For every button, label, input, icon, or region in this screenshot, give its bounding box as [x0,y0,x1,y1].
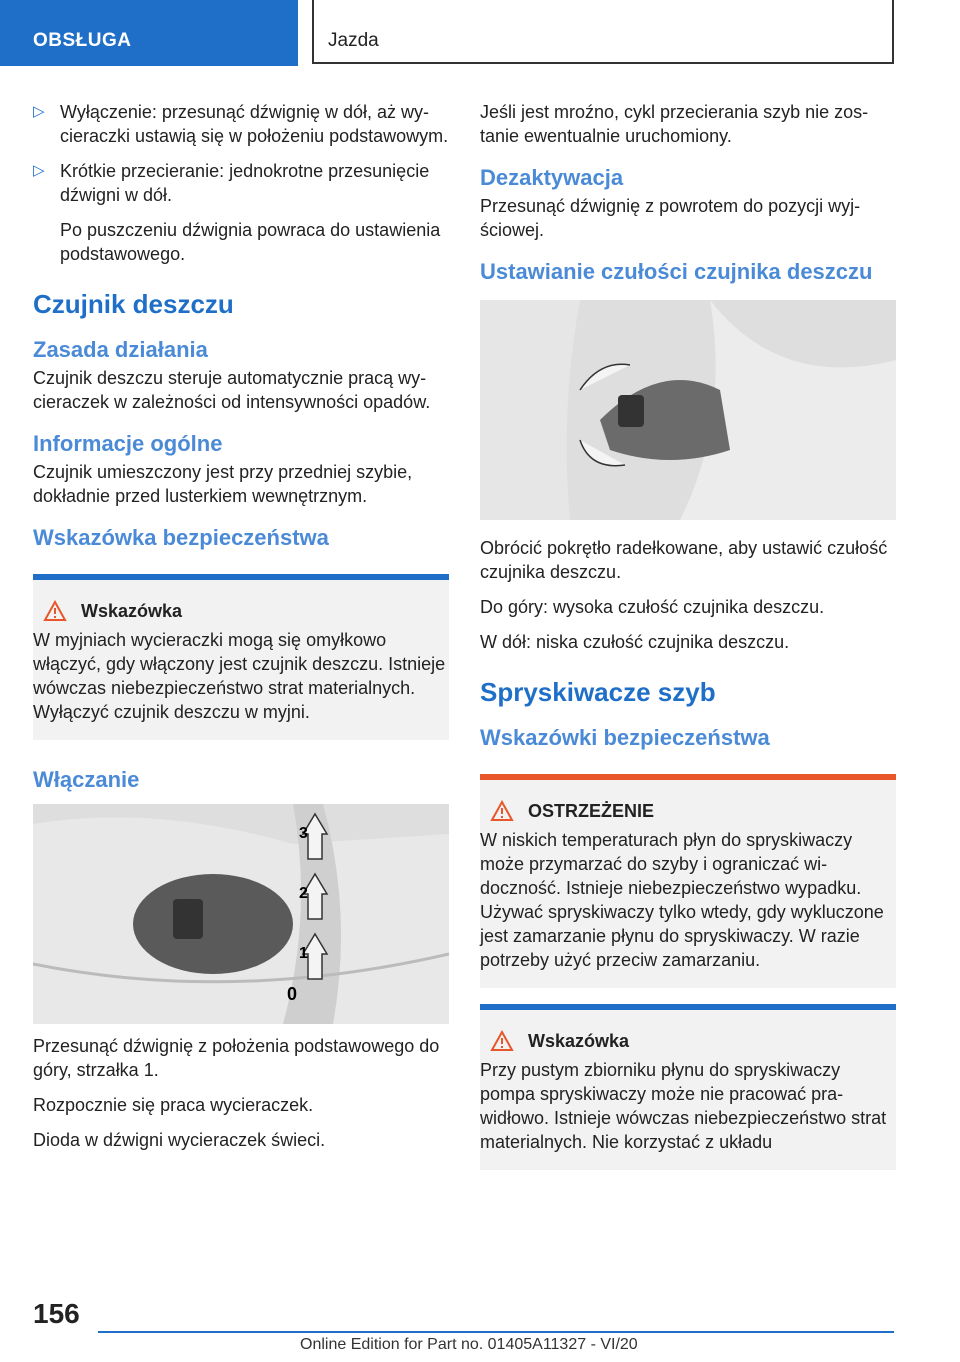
list-item: ▷ Krótkie przecieranie: jednokrotne przesunięcie dźwigni w dół. [33,161,430,205]
right-column [480,100,896,1196]
left-column [33,100,449,1163]
note-box [33,574,449,740]
position-label-1: 1 [299,945,308,962]
knurled-wheel-image [480,300,896,520]
triangle-bullet-icon: ▷ [33,103,45,120]
warning-title: OSTRZEŻENIE [490,800,896,822]
heading-washer-safety: Wskazówki bezpieczeństwa [480,725,770,750]
warning-box [480,774,896,988]
note-box [480,1004,896,1170]
paragraph: Przesunąć dźwignię z powrotem do pozycji wyjściowej. [480,196,861,240]
footer-edition: Online Edition for Part no. 01405A11327 - VI/20 [300,1336,638,1353]
warning-triangle-icon [490,1030,514,1052]
paragraph: Czujnik deszczu steruje automatycznie pracą wycieraczek w zależności od intensywności opadów. [33,368,431,412]
position-label-3: 3 [299,825,308,842]
heading-washers: Spryskiwacze szyb [480,677,716,707]
page-number: 156 [33,1298,80,1329]
paragraph: Rozpocznie się praca wycieraczek. [33,1095,314,1115]
warning-triangle-icon [490,800,514,822]
heading-general-info: Informacje ogólne [33,431,223,456]
triangle-bullet-icon: ▷ [33,162,45,179]
heading-switching-on: Włączanie [33,767,140,792]
note-text: W myjniach wycieraczki mogą się omyłkowo włączyć, gdy włączony jest czujnik deszczu. Istnieje wówczas niebezpieczeństwo strat materialnych. Wyłączyć czujnik deszczu w myjni. [33,630,446,722]
warning-text: W niskich temperaturach płyn do spryskiwaczy może przymarzać do szyby i ograniczać widoczność. Istnieje niebezpieczeństwo wypadku. Używać spryskiwaczy tylko wtedy, gdy wykluczone jest zamarzanie płynu do spryskiwaczy. W razie potrzeby użyć przeciw zamarzaniu. [480,830,884,970]
chapter-title: Jazda [328,30,379,51]
position-label-2: 2 [299,885,308,902]
paragraph: Czujnik umieszczony jest przy przedniej szybie, dokładnie przed lusterkiem wewnętrznym. [33,462,413,506]
list-item-continuation: Po puszczeniu dźwignia powraca do ustawienia podstawowego. [60,220,441,264]
heading-deactivation: Dezaktywacja [480,165,624,190]
note-title: Wskazówka [490,1030,896,1052]
paragraph: Dioda w dźwigni wycieraczek świeci. [33,1130,326,1150]
note-title: Wskazówka [43,600,449,622]
chapter-tab [312,0,894,64]
heading-safety: Wskazówka bezpieczeństwa [33,525,329,550]
page-header [0,0,960,66]
heading-sensitivity: Ustawianie czułości czujnika deszczu [480,259,873,284]
note-text: Przy pustym zbiorniku płynu do spryskiwaczy pompa spryskiwaczy może nie pracować prawidłowo. Istnieje wówczas niebezpieczeństwo strat materialnych. Nie korzystać z układu [480,1060,887,1152]
list-item: ▷ Wyłączenie: przesunąć dźwignię w dół, aż wycieraczki ustawią się w położeniu podstawowym. [33,102,449,146]
position-label-0: 0 [287,984,298,1004]
heading-principle: Zasada działania [33,337,208,362]
wiper-lever-image [33,804,449,1024]
section-tab [0,0,298,66]
footer-divider [98,1331,894,1333]
paragraph: W dół: niska czułość czujnika deszczu. [480,632,790,652]
heading-rain-sensor: Czujnik deszczu [33,289,234,319]
warning-triangle-icon [43,600,67,622]
paragraph: Przesunąć dźwignię z położenia podstawowego do góry, strzałka 1. [33,1036,440,1080]
paragraph: Jeśli jest mroźno, cykl przecierania szyb nie zostanie ewentualnie uruchomiony. [480,102,869,146]
section-title: OBSŁUGA [33,30,132,51]
paragraph: Do góry: wysoka czułość czujnika deszczu. [480,597,825,617]
paragraph: Obrócić pokrętło radełkowane, aby ustawić czułość czujnika deszczu. [480,538,888,582]
